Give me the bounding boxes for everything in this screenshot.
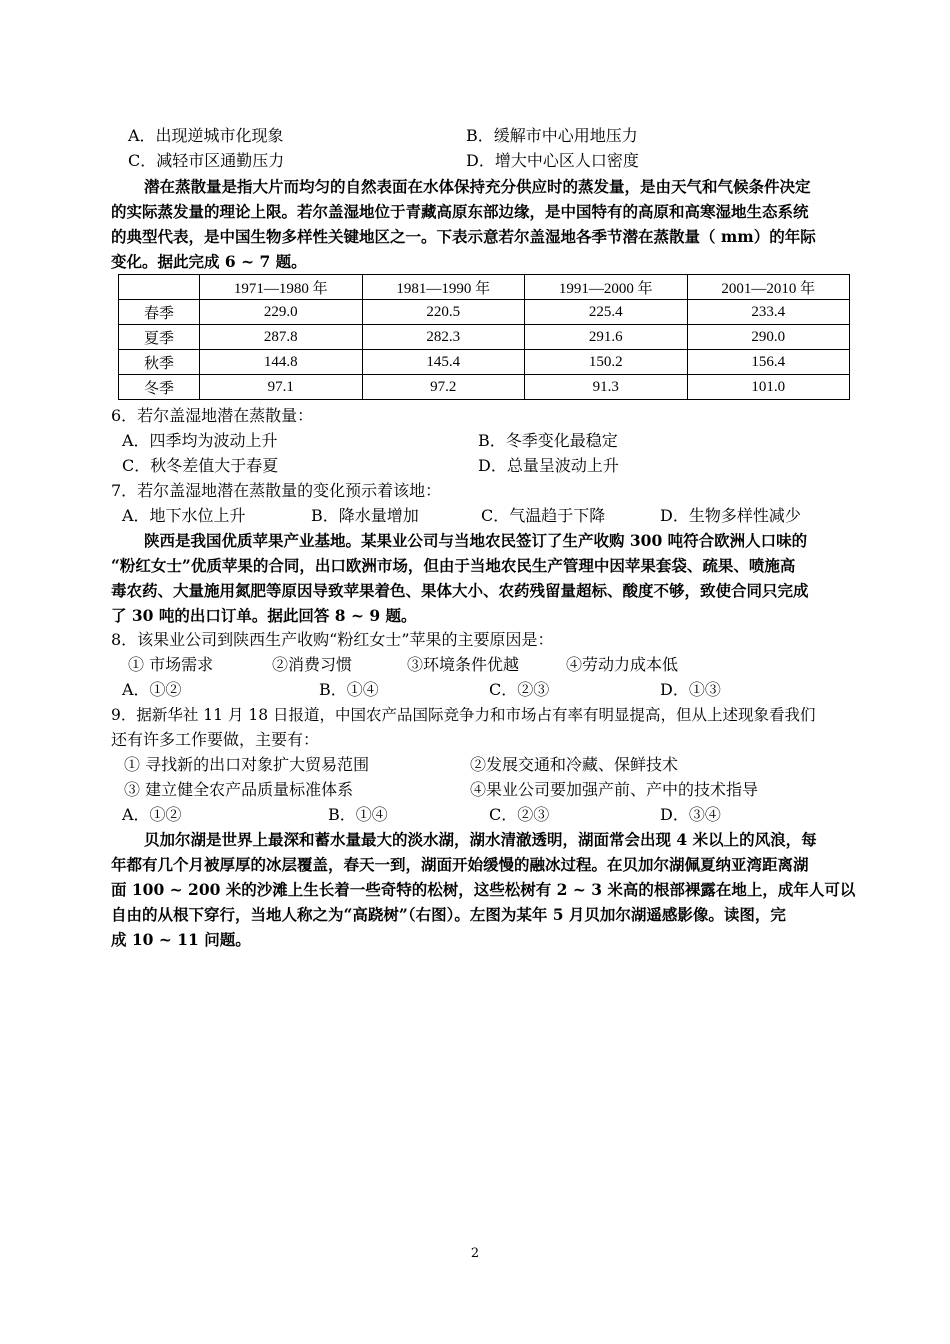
- table-cell: 夏季: [119, 325, 200, 350]
- table-cell: 97.2: [362, 375, 525, 400]
- q9-option-b: B．①④: [328, 805, 388, 824]
- passage3-line: 贝加尔湖是世界上最深和蓄水量最大的淡水湖，湖水清澈透明，湖面常会出现 4 米以上的风浪，每: [144, 830, 817, 849]
- q9-item-3: ③ 建立健全农产品质量标准体系: [124, 780, 354, 799]
- passage1-line: 变化。据此完成 6 ~ 7 题。: [111, 252, 307, 271]
- q8-stem: 8．该果业公司到陕西生产收购“粉红女士”苹果的主要原因是：: [111, 630, 554, 649]
- q7-option-b: B．降水量增加: [311, 506, 419, 525]
- table-cell: 156.4: [687, 350, 850, 375]
- table-cell: 秋季: [119, 350, 200, 375]
- q8-option-d: D．①③: [660, 680, 721, 699]
- q7-stem: 7．若尔盖湿地潜在蒸散量的变化预示着该地：: [111, 481, 442, 500]
- table-row: [119, 300, 850, 325]
- table-cell: 282.3: [362, 325, 525, 350]
- q9-item-1: ① 寻找新的出口对象扩大贸易范围: [124, 755, 370, 774]
- q9-item-4: ④果业公司要加强产前、产中的技术指导: [470, 780, 759, 799]
- table-cell: 91.3: [525, 375, 688, 400]
- q9-item-2: ②发展交通和冷藏、保鲜技术: [470, 755, 679, 774]
- table-cell: 101.0: [687, 375, 850, 400]
- passage3-line: 面 100 ~ 200 米的沙滩上生长着一些奇特的松树，这些松树有 2 ~ 3 米高的根部裸露在地上，成年人可以: [111, 880, 856, 899]
- passage1-line: 潜在蒸散量是指大片而均匀的自然表面在水体保持充分供应时的蒸发量，是由天气和气候条件决定: [144, 177, 811, 196]
- q7-option-c: C．气温趋于下降: [481, 506, 606, 525]
- q8-item-1: ① 市场需求: [128, 655, 214, 674]
- q5-option-c: C．减轻市区通勤压力: [128, 151, 285, 170]
- table-header-cell: 1981—1990 年: [362, 275, 525, 300]
- q9-option-d: D．③④: [660, 805, 721, 824]
- q8-option-c: C．②③: [489, 680, 550, 699]
- q8-option-a: A．①②: [122, 680, 182, 699]
- table-header-cell: 1991—2000 年: [525, 275, 688, 300]
- q9-stem: 还有许多工作要做，主要有：: [111, 730, 320, 749]
- passage2-line: 陕西是我国优质苹果产业基地。某果业公司与当地农民签订了生产收购 300 吨符合欧洲人口味的: [144, 531, 808, 550]
- q6-stem: 6．若尔盖湿地潜在蒸散量：: [111, 406, 314, 425]
- table-row: [119, 350, 850, 375]
- table-header-cell: 1971—1980 年: [200, 275, 363, 300]
- q6-option-b: B．冬季变化最稳定: [478, 431, 618, 450]
- passage2-line: 了 30 吨的出口订单。据此回答 8 ~ 9 题。: [111, 606, 417, 625]
- passage3-line: 年都有几个月被厚厚的冰层覆盖，春天一到，湖面开始缓慢的融冰过程。在贝加尔湖佩夏纳亚湾距离湖: [111, 855, 809, 874]
- table-cell: 冬季: [119, 375, 200, 400]
- table-cell: 220.5: [362, 300, 525, 325]
- q6-option-d: D．总量呈波动上升: [478, 456, 619, 475]
- q8-item-3: ③环境条件优越: [407, 655, 520, 674]
- table-row: [119, 325, 850, 350]
- q9-stem: 9．据新华社 11 月 18 日报道，中国农产品国际竞争力和市场占有率有明显提高，但从上述现象看我们: [111, 706, 816, 724]
- passage3-line: 自由的从根下穿行，当地人称之为“高跷树”（右图）。左图为某年 5 月贝加尔湖遥感影像。读图，完: [111, 905, 786, 924]
- q5-option-a: A．出现逆城市化现象: [128, 126, 284, 145]
- passage1-line: 的典型代表，是中国生物多样性关键地区之一。下表示意若尔盖湿地各季节潜在蒸散量（ mm）的年际: [111, 227, 816, 246]
- evaporation-table: [118, 274, 850, 400]
- table-header-row: [119, 275, 850, 300]
- q5-option-b: B．缓解市中心用地压力: [466, 126, 638, 145]
- q8-option-b: B．①④: [319, 680, 379, 699]
- table-cell: 225.4: [525, 300, 688, 325]
- table-row: [119, 375, 850, 400]
- passage2-line: “粉红女士”优质苹果的合同，出口欧洲市场，但由于当地农民生产管理中因苹果套袋、疏果、喷施高: [111, 556, 796, 575]
- table-cell: 春季: [119, 300, 200, 325]
- q6-option-c: C．秋冬差值大于春夏: [122, 456, 279, 475]
- table-cell: 97.1: [200, 375, 363, 400]
- table-cell: 150.2: [525, 350, 688, 375]
- passage3-line: 成 10 ~ 11 问题。: [111, 930, 251, 949]
- table-cell: 233.4: [687, 300, 850, 325]
- q9-option-c: C．②③: [489, 805, 550, 824]
- passage1-line: 的实际蒸发量的理论上限。若尔盖湿地位于青藏高原东部边缘，是中国特有的高原和高寒湿地生态系统: [111, 202, 809, 221]
- q9-option-a: A．①②: [122, 805, 182, 824]
- q5-option-d: D．增大中心区人口密度: [466, 151, 639, 170]
- table-cell: 229.0: [200, 300, 363, 325]
- table-cell: 291.6: [525, 325, 688, 350]
- passage2-line: 毒农药、大量施用氮肥等原因导致苹果着色、果体大小、农药残留量超标、酸度不够，致使合同只完成: [111, 581, 809, 600]
- table-cell: 144.8: [200, 350, 363, 375]
- q7-option-a: A．地下水位上升: [122, 506, 246, 525]
- q7-option-d: D．生物多样性减少: [660, 506, 801, 525]
- q6-option-a: A．四季均为波动上升: [122, 431, 278, 450]
- page-number: 2: [470, 1246, 480, 1261]
- table-cell: 145.4: [362, 350, 525, 375]
- table-cell: 287.8: [200, 325, 363, 350]
- q8-item-4: ④劳动力成本低: [566, 655, 679, 674]
- table-header-cell: 2001—2010 年: [687, 275, 850, 300]
- q8-item-2: ②消费习惯: [272, 655, 353, 674]
- table-cell: 290.0: [687, 325, 850, 350]
- table-header-cell: [119, 275, 200, 300]
